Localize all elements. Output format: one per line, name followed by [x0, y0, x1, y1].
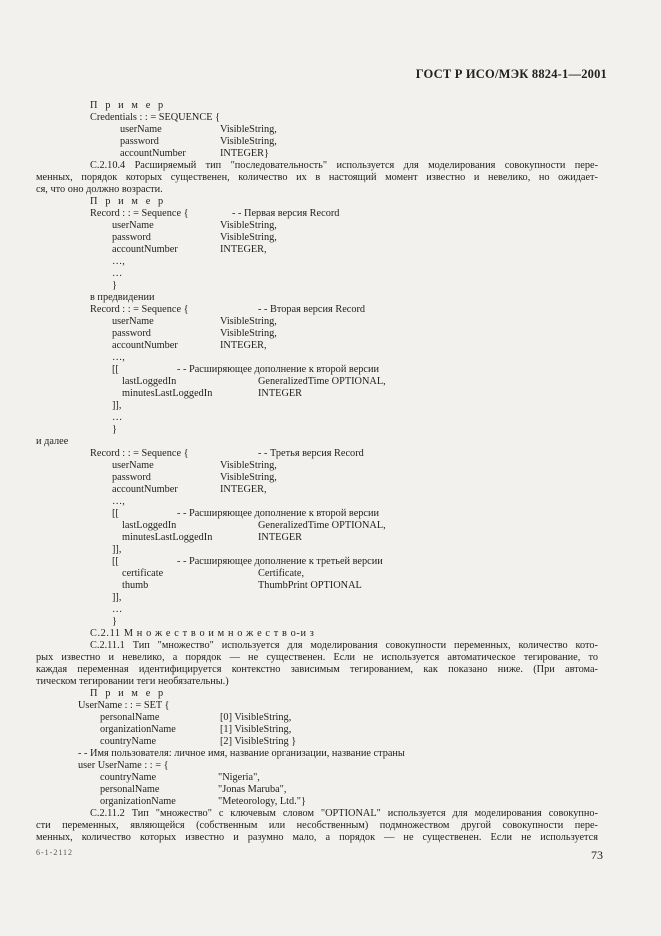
code-type: VisibleString,	[220, 124, 277, 135]
code-field: organizationName	[100, 796, 176, 807]
code-type: INTEGER,	[220, 340, 267, 351]
code-line: }	[112, 424, 117, 435]
code-line: …	[112, 604, 123, 615]
code-field: minutesLastLoggedIn	[122, 532, 213, 543]
code-field: accountNumber	[112, 244, 178, 255]
code-line: …	[112, 268, 123, 279]
code-field: organizationName	[100, 724, 176, 735]
code-type: VisibleString,	[220, 316, 277, 327]
code-line: Record : : = Sequence {	[90, 448, 189, 459]
code-type: INTEGER}	[220, 148, 269, 159]
code-type: [2] VisibleString }	[220, 736, 297, 747]
code-comment: - - Расширяющее дополнение к второй версии	[177, 364, 380, 375]
paragraph-line: менных, количество которых известно и разумно мало, а порядок — не существенен. Если не используется	[36, 832, 598, 843]
code-line: user UserName : : = {	[78, 760, 169, 771]
code-type: Certificate,	[258, 568, 305, 579]
section-heading: С.2.11 М н о ж е с т в о и м н о ж е с т в о-и з	[90, 628, 315, 639]
code-type: [0] VisibleString,	[220, 712, 292, 723]
code-field: personalName	[100, 784, 160, 795]
code-field: userName	[112, 460, 154, 471]
code-line: Credentials : : = SEQUENCE {	[90, 112, 221, 123]
code-field: password	[112, 328, 151, 339]
code-field: userName	[112, 316, 154, 327]
example-label: П р и м е р	[90, 100, 166, 111]
code-field: countryName	[100, 772, 157, 783]
code-field: password	[112, 472, 151, 483]
paragraph-line: тическом тегировании теги необязательны.)	[36, 676, 229, 687]
code-field: lastLoggedIn	[122, 520, 177, 531]
code-type: INTEGER,	[220, 244, 267, 255]
code-line: Record : : = Sequence {	[90, 304, 189, 315]
code-type: INTEGER	[258, 532, 303, 543]
page-number: 73	[591, 848, 603, 862]
code-line: ]],	[112, 400, 122, 411]
code-line: }	[112, 616, 117, 627]
code-type: GeneralizedTime OPTIONAL,	[258, 520, 386, 531]
paragraph-line: С.2.10.4 Расширяемый тип "последовательность" используется для моделирования совокупности пере-	[90, 160, 598, 171]
code-type: INTEGER,	[220, 484, 267, 495]
example-label: П р и м е р	[90, 688, 166, 699]
code-comment: - - Имя пользователя: личное имя, название организации, название страны	[78, 748, 405, 759]
code-value: "Meteorology, Ltd."}	[218, 796, 306, 807]
paragraph-line: С.2.11.1 Тип "множество" используется для моделирования совокупности переменных, количество кото-	[90, 640, 598, 651]
code-comment: - - Первая версия Record	[232, 208, 340, 219]
code-field: password	[120, 136, 159, 147]
code-line: …,	[112, 256, 125, 267]
code-type: ThumbPrint OPTIONAL	[258, 580, 362, 591]
code-type: INTEGER	[258, 388, 303, 399]
code-field: accountNumber	[120, 148, 186, 159]
code-field: certificate	[122, 568, 164, 579]
code-line: [[	[112, 556, 119, 567]
code-field: accountNumber	[112, 484, 178, 495]
code-field: lastLoggedIn	[122, 376, 177, 387]
example-label: П р и м е р	[90, 196, 166, 207]
code-field: userName	[112, 220, 154, 231]
text-line: в предвидении	[90, 292, 155, 303]
paragraph-line: рых известно и невелико, а порядок — не существенен. Если не используется автоматическое тегирование, то	[36, 652, 598, 663]
paragraph-line: С.2.11.2 Тип "множество" с ключевым словом "OPTIONAL" используется для моделирования совокупно-	[90, 808, 598, 819]
code-line: UserName : : = SET {	[78, 700, 170, 711]
code-line: …,	[112, 352, 125, 363]
code-type: VisibleString,	[220, 136, 277, 147]
code-type: VisibleString,	[220, 220, 277, 231]
paragraph-line: менных, порядок которых существенен, количество их в настоящий момент известно и невелико, но ожидает-	[36, 172, 598, 183]
code-type: VisibleString,	[220, 460, 277, 471]
code-line: …,	[112, 496, 125, 507]
code-type: VisibleString,	[220, 232, 277, 243]
code-field: personalName	[100, 712, 160, 723]
code-line: }	[112, 280, 117, 291]
code-field: thumb	[122, 580, 149, 591]
code-value: "Nigeria",	[218, 772, 260, 783]
code-line: ]],	[112, 544, 122, 555]
paragraph-line: сти переменных, являющейся (собственным или несобственным) подмножеством другой совокупности пере-	[36, 820, 598, 831]
print-code: 6-1-2112	[36, 848, 74, 857]
code-line: ]],	[112, 592, 122, 603]
code-field: minutesLastLoggedIn	[122, 388, 213, 399]
page-header: ГОСТ Р ИСО/МЭК 8824-1—2001	[415, 67, 607, 81]
code-field: password	[112, 232, 151, 243]
code-value: "Jonas Maruba",	[218, 784, 287, 795]
code-field: countryName	[100, 736, 157, 747]
code-comment: - - Расширяющее дополнение к второй версии	[177, 508, 380, 519]
code-type: VisibleString,	[220, 472, 277, 483]
code-type: VisibleString,	[220, 328, 277, 339]
code-line: …	[112, 412, 123, 423]
code-comment: - - Расширяющее дополнение к третьей версии	[177, 556, 383, 567]
code-comment: - - Третья версия Record	[258, 448, 364, 459]
code-type: [1] VisibleString,	[220, 724, 292, 735]
code-comment: - - Вторая версия Record	[258, 304, 366, 315]
code-type: GeneralizedTime OPTIONAL,	[258, 376, 386, 387]
code-field: userName	[120, 124, 162, 135]
paragraph-line: ся, что оно должно возрасти.	[36, 184, 163, 195]
text-line: и далее	[36, 436, 69, 447]
code-line: Record : : = Sequence {	[90, 208, 189, 219]
code-line: [[	[112, 508, 119, 519]
code-field: accountNumber	[112, 340, 178, 351]
code-line: [[	[112, 364, 119, 375]
paragraph-line: каждая переменная идентифицируется контекстно зависимым тегированием, как показано ниже. (При автома-	[36, 664, 598, 675]
